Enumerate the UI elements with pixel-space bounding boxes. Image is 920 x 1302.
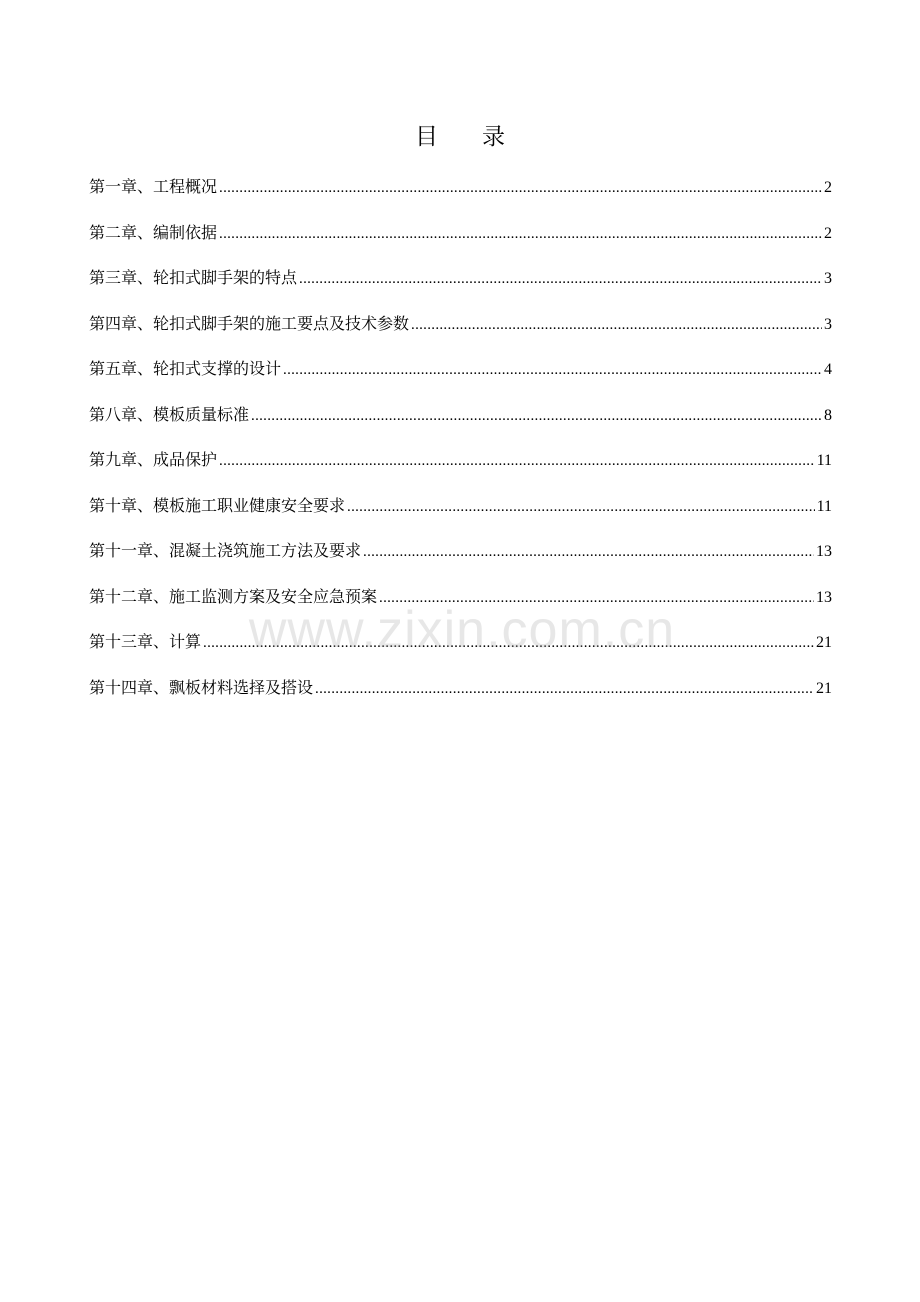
- toc-entry-text: 第十三章、计算: [89, 632, 202, 651]
- toc-entry-page: 4: [824, 361, 832, 378]
- toc-entry-text: 第八章、模板质量标准: [89, 404, 250, 424]
- toc-leader-dots: [347, 492, 815, 522]
- watermark: www.zixin.com.cn: [248, 601, 676, 659]
- toc-entry[interactable]: [89, 491, 832, 537]
- toc-entry-page: 21: [816, 634, 832, 651]
- toc-title-char-2: 录: [482, 124, 505, 150]
- toc-entry[interactable]: [89, 263, 832, 309]
- toc-entry-text: 第五章、轮扣式支撑的设计: [89, 359, 282, 378]
- toc-entry[interactable]: [89, 536, 832, 582]
- toc-entry[interactable]: [89, 400, 832, 446]
- toc-leader-dots: [411, 310, 822, 340]
- toc-entry-text: 第十一章、混凝土浇筑施工方法及要求: [89, 541, 362, 560]
- toc-entry[interactable]: [89, 172, 832, 218]
- toc-leader-dots: [283, 355, 822, 385]
- toc-entry-page: 21: [816, 679, 832, 697]
- toc-entry-page: 3: [824, 315, 832, 333]
- toc-entry-page: 11: [816, 452, 832, 469]
- toc-leader-dots: [219, 219, 822, 249]
- toc-entry-text: 第三章、轮扣式脚手架的特点: [89, 268, 298, 287]
- toc-entry-page: 8: [824, 406, 832, 424]
- toc-entry[interactable]: [89, 445, 832, 491]
- toc-entry-page: 11: [816, 497, 832, 515]
- toc-leader-dots: [299, 264, 822, 294]
- toc-entry-text: 第四章、轮扣式脚手架的施工要点及技术参数: [89, 313, 410, 333]
- toc-entry-page: 2: [824, 179, 832, 196]
- toc-leader-dots: [251, 401, 822, 431]
- toc-entry[interactable]: [89, 354, 832, 400]
- toc-leader-dots: [315, 674, 814, 704]
- toc-entry-page: 3: [824, 270, 832, 287]
- toc-entry-text: 第二章、编制依据: [89, 222, 218, 242]
- toc-entry-text: 第十二章、施工监测方案及安全应急预案: [89, 586, 378, 606]
- toc-entry-page: 13: [816, 543, 832, 560]
- toc-entry[interactable]: [89, 673, 832, 719]
- toc-entry-text: 第十章、模板施工职业健康安全要求: [89, 495, 346, 515]
- toc-entry[interactable]: [89, 309, 832, 355]
- toc-entry-text: 第一章、工程概况: [89, 177, 218, 196]
- toc-entry[interactable]: [89, 218, 832, 264]
- toc-leader-dots: [363, 537, 814, 567]
- toc-leader-dots: [219, 173, 822, 203]
- toc-entry-text: 第十四章、飘板材料选择及搭设: [89, 677, 314, 697]
- toc-entry-text: 第九章、成品保护: [89, 450, 218, 469]
- toc-entry-page: 2: [824, 224, 832, 242]
- toc-leader-dots: [219, 446, 815, 476]
- toc-entry-page: 13: [816, 588, 832, 606]
- toc-title-char-1: 目: [415, 124, 438, 150]
- toc-title: [0, 118, 920, 151]
